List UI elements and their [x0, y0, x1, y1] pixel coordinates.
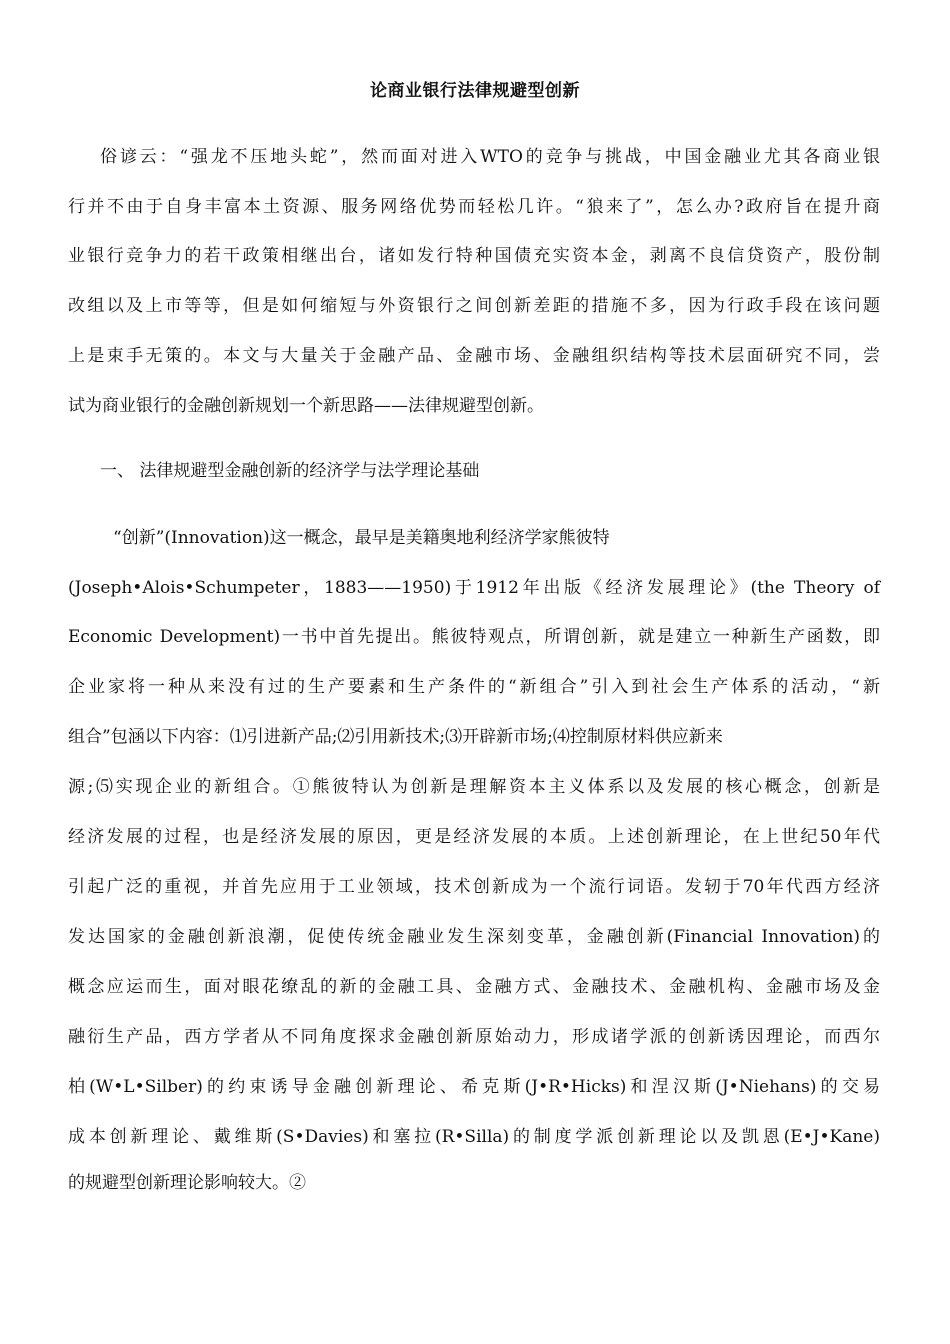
paragraph-line: 组合”包涵以下内容：⑴引进新产品;⑵引用新技术;⑶开辟新市场;⑷控制原材料供应新来 [68, 727, 723, 747]
paragraph-line: 俗谚云：“强龙不压地头蛇”，然而面对进入WTO的竞争与挑战，中国金融业尤其各商业银 [100, 147, 880, 167]
paragraph-line: Economic Development)一书中首先提出。熊彼特观点，所谓创新，就是建立一种新生产函数，即 [68, 627, 880, 647]
paragraph-line: 成本创新理论、戴维斯(S•Davies)和塞拉(R•Silla)的制度学派创新理论以及凯恩(E•J•Kane) [68, 1127, 880, 1147]
paragraph-line: 概念应运而生，面对眼花缭乱的新的金融工具、金融方式、金融技术、金融机构、金融市场及金 [68, 977, 880, 997]
page-title: 论商业银行法律规避型创新 [370, 81, 580, 101]
paragraph-line: 发达国家的金融创新浪潮，促使传统金融业发生深刻变革，金融创新(Financial Innovation)的 [68, 927, 880, 947]
paragraph-line: 上是束手无策的。本文与大量关于金融产品、金融市场、金融组织结构等技术层面研究不同，尝 [68, 346, 880, 366]
paragraph-line: 企业家将一种从来没有过的生产要素和生产条件的“新组合”引入到社会生产体系的活动，“新 [68, 677, 880, 697]
paragraph-line: 的规避型创新理论影响较大。② [68, 1173, 306, 1193]
section-heading: 一、 法律规避型金融创新的经济学与法学理论基础 [100, 461, 480, 481]
paragraph-line: 源;⑸实现企业的新组合。①熊彼特认为创新是理解资本主义体系以及发展的核心概念，创新是 [68, 777, 880, 797]
paragraph-line: (Joseph•Alois•Schumpeter，1883——1950)于1912年出版《经济发展理论》(the Theory of [68, 578, 880, 598]
paragraph-line: 引起广泛的重视，并首先应用于工业领域，技术创新成为一个流行词语。发轫于70年代西方经济 [68, 877, 880, 897]
paragraph-line: 业银行竞争力的若干政策相继出台，诸如发行特种国债充实资本金，剥离不良信贷资产，股份制 [68, 246, 880, 266]
paragraph-line: “创新”(Innovation)这一概念，最早是美籍奥地利经济学家熊彼特 [113, 528, 610, 548]
paragraph-line: 柏(W•L•Silber)的约束诱导金融创新理论、希克斯(J•R•Hicks)和涅汉斯(J•Niehans)的交易 [68, 1077, 880, 1097]
paragraph-line: 行并不由于自身丰富本土资源、服务网络优势而轻松几许。“狼来了”，怎么办?政府旨在提升商 [68, 197, 880, 217]
paragraph-line: 试为商业银行的金融创新规划一个新思路——法律规避型创新。 [68, 396, 544, 416]
paragraph-line: 改组以及上市等等，但是如何缩短与外资银行之间创新差距的措施不多，因为行政手段在该问题 [68, 296, 880, 316]
paragraph-line: 融衍生产品，西方学者从不同角度探求金融创新原始动力，形成诸学派的创新诱因理论，而西尔 [68, 1027, 880, 1047]
paragraph-line: 经济发展的过程，也是经济发展的原因，更是经济发展的本质。上述创新理论，在上世纪50年代 [68, 827, 880, 847]
